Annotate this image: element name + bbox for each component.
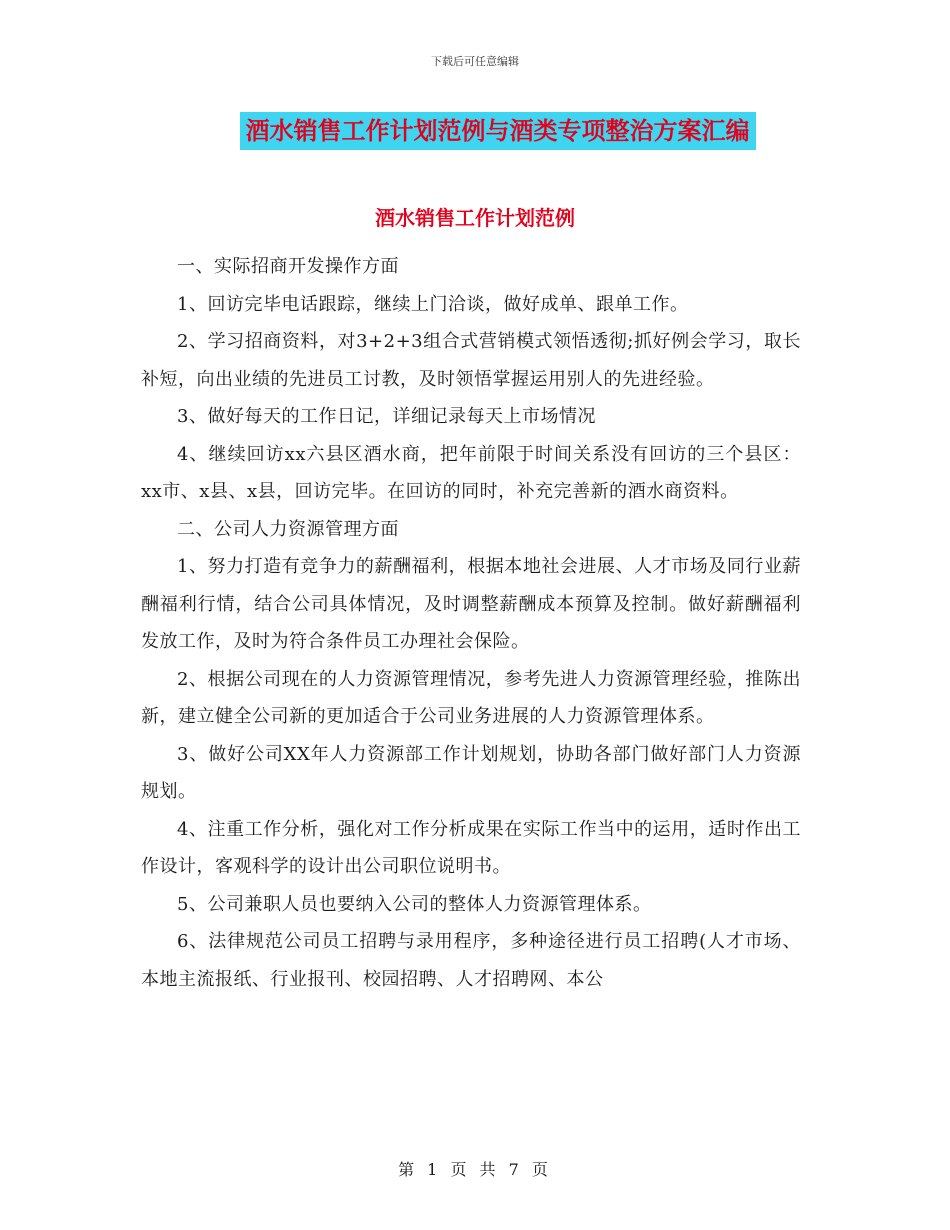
paragraph: 5、公司兼职人员也要纳入公司的整体人力资源管理体系。 bbox=[177, 893, 652, 915]
document-body bbox=[141, 248, 801, 998]
paragraph: 1、回访完毕电话跟踪，继续上门洽谈，做好成单、跟单工作。 bbox=[177, 293, 689, 315]
document-title: 酒水销售工作计划范例与酒类专项整治方案汇编 bbox=[240, 112, 756, 150]
paragraph: 3、做好公司XX年人力资源部工作计划规划，协助各部门做好部门人力资源规划。 bbox=[141, 743, 801, 802]
section-title: 酒水销售工作计划范例 bbox=[375, 206, 575, 230]
header-note: 下载后可任意编辑 bbox=[431, 55, 519, 68]
paragraph: 2、根据公司现在的人力资源管理情况，参考先进人力资源管理经验，推陈出新，建立健全公司新的更加适合于公司业务进展的人力资源管理体系。 bbox=[141, 668, 801, 727]
paragraph: 4、继续回访xx六县区酒水商，把年前限于时间关系没有回访的三个县区：xx市、x县、x县，回访完毕。在回访的同时，补充完善新的酒水商资料。 bbox=[141, 443, 801, 502]
paragraph: 二、公司人力资源管理方面 bbox=[177, 518, 399, 540]
paragraph: 3、做好每天的工作日记，详细记录每天上市场情况 bbox=[177, 406, 596, 427]
document-title-wrap bbox=[0, 112, 950, 150]
paragraph: 4、注重工作分析，强化对工作分析成果在实际工作当中的运用，适时作出工作设计，客观科学的设计出公司职位说明书。 bbox=[141, 818, 801, 877]
paragraph: 1、努力打造有竞争力的薪酬福利，根据本地社会进展、人才市场及同行业薪酬福利行情，结合公司具体情况，及时调整薪酬成本预算及控制。做好薪酬福利发放工作，及时为符合条件员工办理社会保险。 bbox=[141, 556, 801, 652]
page-number: 第 1 页 共 7 页 bbox=[398, 1160, 552, 1179]
paragraph: 2、学习招商资料，对3+2+3组合式营销模式领悟透彻;抓好例会学习，取长补短，向出业绩的先进员工讨教，及时领悟掌握运用别人的先进经验。 bbox=[141, 331, 801, 390]
paragraph: 6、法律规范公司员工招聘与录用程序，多种途径进行员工招聘(人才市场、本地主流报纸、行业报刊、校园招聘、人才招聘网、本公 bbox=[141, 931, 801, 990]
paragraph: 一、实际招商开发操作方面 bbox=[177, 256, 399, 277]
